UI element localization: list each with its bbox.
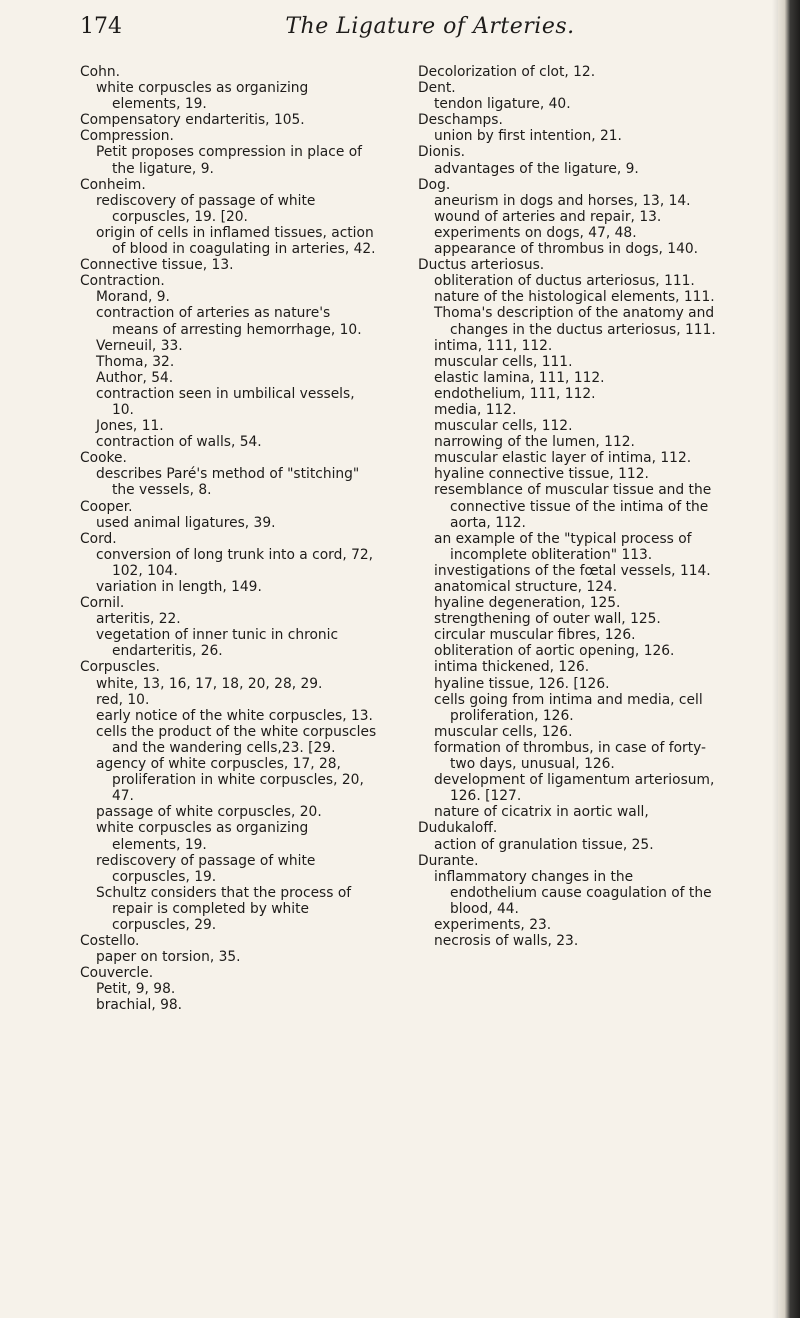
- index-subentry: used animal ligatures, 39.: [96, 514, 276, 531]
- index-heading: Durante.: [418, 852, 479, 869]
- index-subentry: obliteration of aortic opening, 126.: [434, 643, 675, 660]
- index-subentry: circular muscular fibres, 126.: [434, 627, 636, 644]
- index-subentry: cells the product of the white corpuscles and the wandering cells,23. [29.: [96, 723, 377, 756]
- index-subentry: Thoma, 32.: [96, 353, 175, 370]
- index-subentry: action of granulation tissue, 25.: [434, 836, 654, 853]
- index-subentry: narrowing of the lumen, 112.: [434, 434, 635, 451]
- index-heading: Decolorization of clot, 12.: [418, 64, 596, 80]
- index-subentry: inflammatory changes in the endothelium cause coagulation of the blood, 44.: [434, 868, 712, 917]
- index-entry: [80, 499, 380, 531]
- running-title: The Ligature of Arteries.: [285, 14, 575, 39]
- index-subentry: Author, 54.: [96, 369, 174, 386]
- index-subentry: paper on torsion, 35.: [96, 949, 241, 966]
- index-column-right: [418, 64, 722, 949]
- index-column-left: [80, 64, 380, 1014]
- index-entry: [418, 80, 722, 112]
- index-entry: [80, 450, 380, 498]
- index-heading: Cooke.: [80, 450, 127, 467]
- index-subentry: experiments, 23.: [434, 916, 552, 933]
- index-subentry: origin of cells in inflamed tissues, action of blood in coagulating in arteries, 42.: [96, 224, 376, 258]
- index-subentry: anatomical structure, 124.: [434, 579, 618, 595]
- index-entry: [418, 177, 722, 257]
- index-subentry: hyaline tissue, 126. [126.: [434, 675, 610, 692]
- index-subentry: white corpuscles as organizing elements, 19.: [96, 820, 309, 853]
- book-edge: [778, 0, 800, 1318]
- index-subentry: passage of white corpuscles, 20.: [96, 804, 322, 821]
- index-subentry: hyaline degeneration, 125.: [434, 595, 621, 612]
- index-entry: [418, 820, 722, 852]
- index-heading: Dent.: [418, 80, 456, 97]
- index-entry: [80, 273, 380, 450]
- index-subentry: nature of the histological elements, 111.: [434, 289, 715, 306]
- index-subentry: strengthening of outer wall, 125.: [434, 611, 661, 628]
- index-entry: [418, 257, 722, 820]
- index-heading: Compensatory endarteritis, 105.: [80, 112, 305, 129]
- index-entry: [80, 595, 380, 659]
- index-entry: [418, 64, 722, 80]
- index-entry: [418, 112, 722, 144]
- index-heading: Connective tissue, 13.: [80, 257, 234, 274]
- index-subentry: contraction of walls, 54.: [96, 434, 262, 451]
- index-heading: Dog.: [418, 176, 451, 193]
- index-subentry: variation in length, 149.: [96, 579, 262, 595]
- index-subentry: advantages of the ligature, 9.: [434, 160, 639, 177]
- index-heading: Conheim.: [80, 176, 146, 193]
- index-subentry: rediscovery of passage of white corpuscles, 19.: [96, 852, 316, 885]
- index-heading: Cooper.: [80, 498, 133, 515]
- page-header: [80, 14, 780, 54]
- index-subentry: appearance of thrombus in dogs, 140.: [434, 241, 699, 258]
- index-entry: [418, 853, 722, 950]
- index-heading: Costello.: [80, 933, 140, 950]
- index-subentry: Petit proposes compression in place of the ligature, 9.: [96, 144, 363, 177]
- index-subentry: arteritis, 22.: [96, 611, 181, 628]
- index-heading: Deschamps.: [418, 112, 503, 129]
- index-subentry: vegetation of inner tunic in chronic endarteritis, 26.: [96, 627, 339, 660]
- index-entry: [80, 257, 380, 273]
- index-subentry: white, 13, 16, 17, 18, 20, 28, 29.: [96, 675, 323, 692]
- index-subentry: agency of white corpuscles, 17, 28, proliferation in white corpuscles, 20, 47.: [96, 756, 364, 805]
- index-subentry: rediscovery of passage of white corpuscles, 19. [20.: [96, 192, 316, 225]
- index-subentry: Verneuil, 33.: [96, 337, 183, 354]
- index-entry: [80, 64, 380, 112]
- index-subentry: muscular cells, 126.: [434, 723, 573, 740]
- index-heading: Compression.: [80, 128, 174, 145]
- index-subentry: cells going from intima and media, cell proliferation, 126.: [434, 691, 703, 724]
- index-subentry: intima thickened, 126.: [434, 659, 590, 676]
- index-subentry: endothelium, 111, 112.: [434, 385, 596, 402]
- index-subentry: white corpuscles as organizing elements, 19.: [96, 80, 309, 113]
- index-subentry: resemblance of muscular tissue and the connective tissue of the intima of the aorta, 112.: [434, 482, 712, 531]
- index-subentry: nature of cicatrix in aortic wall,: [434, 804, 649, 821]
- index-subentry: formation of thrombus, in case of forty-two days, unusual, 126.: [434, 739, 707, 773]
- index-entry: [80, 933, 380, 965]
- index-entry: [80, 531, 380, 595]
- index-subentry: contraction of arteries as nature's means of arresting hemorrhage, 10.: [96, 305, 362, 338]
- index-heading: Contraction.: [80, 273, 165, 290]
- index-subentry: Thoma's description of the anatomy and changes in the ductus arteriosus, 111.: [434, 305, 716, 338]
- page-number: 174: [80, 14, 122, 39]
- index-subentry: obliteration of ductus arteriosus, 111.: [434, 273, 695, 290]
- index-heading: Corpuscles.: [80, 659, 160, 676]
- index-subentry: necrosis of walls, 23.: [434, 933, 579, 950]
- index-subentry: describes Paré's method of "stitching" the vessels, 8.: [96, 466, 360, 499]
- index-subentry: muscular elastic layer of intima, 112.: [434, 450, 692, 467]
- index-subentry: muscular cells, 112.: [434, 418, 573, 435]
- index-subentry: early notice of the white corpuscles, 13.: [96, 707, 373, 724]
- index-subentry: brachial, 98.: [96, 997, 183, 1014]
- index-heading: Dudukaloff.: [418, 820, 498, 837]
- index-heading: Cord.: [80, 530, 117, 547]
- index-entry: [80, 177, 380, 257]
- index-subentry: union by first intention, 21.: [434, 128, 622, 145]
- index-subentry: intima, 111, 112.: [434, 337, 553, 354]
- index-subentry: red, 10.: [96, 691, 150, 708]
- index-heading: Dionis.: [418, 144, 466, 161]
- index-subentry: tendon ligature, 40.: [434, 96, 571, 113]
- index-subentry: Jones, 11.: [96, 418, 164, 435]
- index-subentry: Morand, 9.: [96, 289, 170, 306]
- index-entry: [80, 659, 380, 933]
- index-subentry: Schultz considers that the process of repair is completed by white corpuscles, 29.: [96, 884, 352, 933]
- index-subentry: investigations of the fœtal vessels, 114.: [434, 562, 711, 579]
- index-heading: Ductus arteriosus.: [418, 257, 545, 274]
- index-subentry: conversion of long trunk into a cord, 72, 102, 104.: [96, 546, 374, 579]
- index-subentry: development of ligamentum arteriosum, 126. [127.: [434, 772, 715, 805]
- index-entry: [80, 112, 380, 128]
- index-subentry: experiments on dogs, 47, 48.: [434, 224, 637, 241]
- index-heading: Couvercle.: [80, 965, 154, 982]
- index-subentry: Petit, 9, 98.: [96, 981, 176, 998]
- index-heading: Cohn.: [80, 64, 120, 80]
- index-subentry: wound of arteries and repair, 13.: [434, 208, 662, 225]
- index-heading: Cornil.: [80, 595, 125, 612]
- index-subentry: media, 112.: [434, 401, 517, 418]
- index-subentry: aneurism in dogs and horses, 13, 14.: [434, 192, 691, 209]
- index-subentry: elastic lamina, 111, 112.: [434, 369, 605, 386]
- index-subentry: hyaline connective tissue, 112.: [434, 466, 649, 483]
- index-subentry: muscular cells, 111.: [434, 353, 573, 370]
- index-entry: [80, 965, 380, 1013]
- index-subentry: an example of the "typical process of incomplete obliteration" 113.: [434, 530, 692, 563]
- index-entry: [418, 144, 722, 176]
- index-entry: [80, 128, 380, 176]
- index-subentry: contraction seen in umbilical vessels, 10.: [96, 385, 355, 418]
